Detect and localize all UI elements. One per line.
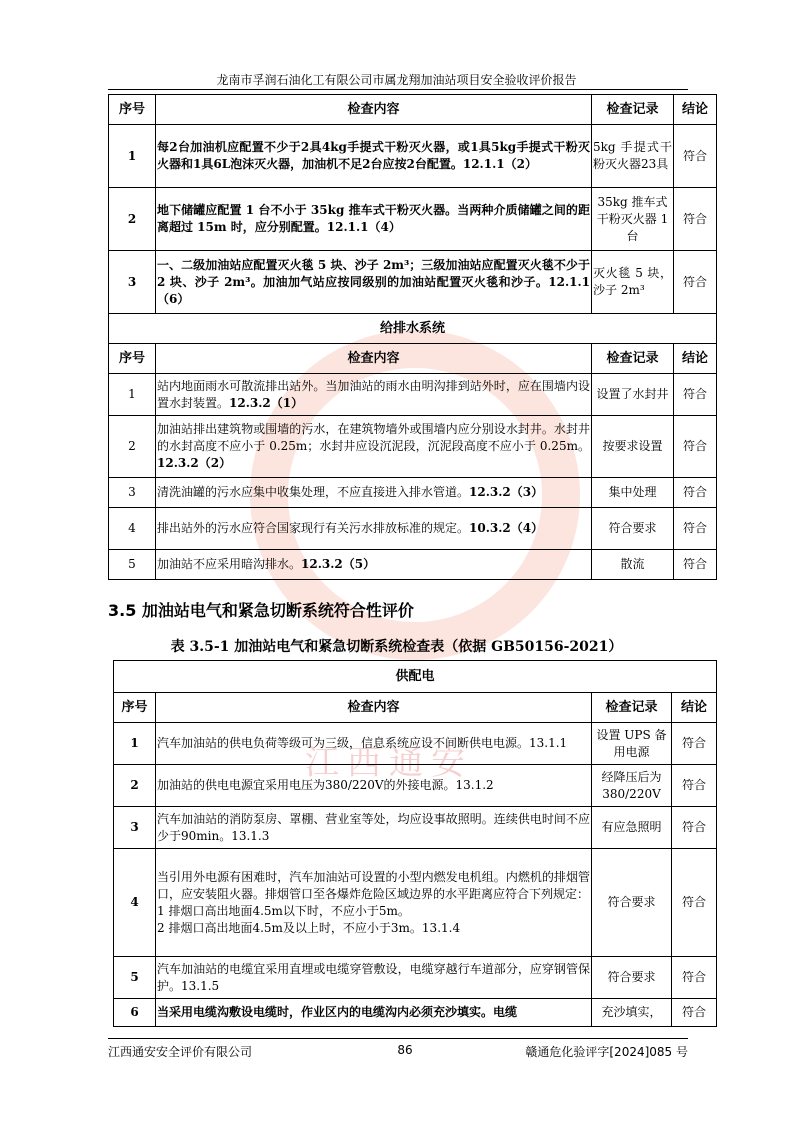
page-header: 龙南市孚润石油化工有限公司市属龙翔加油站项目安全验收评价报告 — [216, 73, 577, 87]
content-ref: 12.3.2（3） — [469, 485, 544, 499]
row-result: 符合 — [674, 251, 717, 314]
watermark-text: 江西通安 — [305, 743, 473, 783]
content-ref: 12.3.2（5） — [301, 557, 376, 571]
row-no: 3 — [109, 251, 156, 314]
row-record: 设置 UPS 备用电源 — [592, 723, 672, 765]
section-row — [114, 661, 717, 693]
row-content — [156, 550, 592, 580]
footer-company: 江西通安安全评价有限公司 — [108, 1045, 253, 1059]
table-row — [109, 125, 717, 188]
col-header-content: 检查内容 — [156, 344, 592, 374]
row-no: 1 — [109, 374, 156, 416]
row-record: 设置了水封井 — [592, 374, 674, 416]
row-no: 6 — [114, 999, 156, 1027]
row-result: 符合 — [674, 416, 717, 478]
table-header-row — [109, 95, 717, 125]
row-record: 按要求设置 — [592, 416, 674, 478]
col-header-record: 检查记录 — [592, 693, 672, 723]
section-row — [109, 314, 717, 344]
table-row — [109, 374, 717, 416]
row-record: 散流 — [592, 550, 674, 580]
row-result: 符合 — [672, 849, 717, 957]
row-record: 充沙填实， — [592, 999, 672, 1027]
row-record: 符合要求 — [592, 508, 674, 550]
row-result: 符合 — [672, 957, 717, 999]
col-header-content: 检查内容 — [156, 693, 592, 723]
row-record: 有应急照明 — [592, 807, 672, 849]
row-no: 5 — [114, 957, 156, 999]
col-header-content: 检查内容 — [156, 95, 592, 125]
row-result: 符合 — [674, 478, 717, 508]
row-content: 地下储罐应配置 1 台不小于 35kg 推车式干粉灭火器。当两种介质储罐之间的距离超过 15m 时，应分别配置。12.1.1（4） — [156, 188, 592, 251]
row-no: 2 — [114, 765, 156, 807]
row-no: 1 — [114, 723, 156, 765]
row-no: 2 — [109, 188, 156, 251]
row-content: 汽车加油站的供电负荷等级可为三级，信息系统应设不间断供电电源。13.1.1 — [156, 723, 592, 765]
table-row — [109, 508, 717, 550]
table-header-row — [109, 344, 717, 374]
content-text: 加油站排出建筑物或围墙的污水，在建筑物墙外或围墙内应分别设水封井。水封井的水封高度不应小于 0.25m；水封井应设沉泥段，沉泥段高度不应小于 0.25m。 — [157, 422, 590, 453]
content-text: 清洗油罐的污水应集中收集处理，不应直接进入排水管道。 — [157, 485, 470, 499]
table-row — [109, 550, 717, 580]
row-no: 1 — [109, 125, 156, 188]
row-record: 集中处理 — [592, 478, 674, 508]
row-record: 经降压后为 380/220V — [592, 765, 672, 807]
table-row — [114, 999, 717, 1027]
row-result: 符合 — [674, 125, 717, 188]
table-caption: 表 3.5-1 加油站电气和紧急切断系统检查表（依据 GB50156-2021） — [170, 639, 623, 655]
col-header-no: 序号 — [109, 95, 156, 125]
row-content: 一、二级加油站应配置灭火毯 5 块、沙子 2m³；三级加油站应配置灭火毯不少于 2 块、沙子 2m³。加油加气站应按同级别的加油站配置灭火毯和沙子。12.1.1（6） — [156, 251, 592, 314]
row-content — [156, 374, 592, 416]
row-result: 符合 — [674, 508, 717, 550]
row-no: 5 — [109, 550, 156, 580]
fire-equipment-table — [108, 94, 717, 580]
section-title-power: 供配电 — [114, 661, 717, 693]
header-divider — [108, 89, 688, 90]
table-row — [114, 849, 717, 957]
row-record: 灭火毯 5 块，沙子 2m³ — [592, 251, 674, 314]
row-record: 5kg 手提式干粉灭火器23具 — [592, 125, 674, 188]
table-row — [114, 765, 717, 807]
content-ref: 10.3.2（4） — [469, 521, 544, 535]
row-content: 汽车加油站的消防泵房、罩棚、营业室等处，均应设事故照明。连续供电时间不应少于90min。13.1.3 — [156, 807, 592, 849]
col-header-record: 检查记录 — [592, 95, 674, 125]
row-content: 每2台加油机应配置不少于2具4kg手提式干粉灭火器，或1具5kg手提式干粉灭火器和1具6L泡沫灭火器，加油机不足2台应按2台配置。12.1.1（2） — [156, 125, 592, 188]
row-result: 符合 — [672, 807, 717, 849]
row-no: 4 — [109, 508, 156, 550]
row-result: 符合 — [674, 374, 717, 416]
table-row — [109, 416, 717, 478]
table-row — [114, 807, 717, 849]
col-header-result: 结论 — [674, 95, 717, 125]
content-line: 1 排烟口高出地面4.5m以下时，不应小于5m。 — [157, 903, 410, 918]
row-result: 符合 — [672, 723, 717, 765]
col-header-no: 序号 — [114, 693, 156, 723]
table-row — [114, 957, 717, 999]
section-heading: 3.5 加油站电气和紧急切断系统符合性评价 — [108, 601, 414, 620]
page-number: 86 — [397, 1043, 413, 1057]
table-row — [109, 188, 717, 251]
row-result: 符合 — [672, 999, 717, 1027]
content-ref: 12.3.2（2） — [157, 456, 232, 470]
row-no: 3 — [114, 807, 156, 849]
content-text: 排出站外的污水应符合国家现行有关污水排放标准的规定。 — [157, 521, 470, 535]
row-result: 符合 — [672, 765, 717, 807]
table-row — [114, 723, 717, 765]
row-no: 2 — [109, 416, 156, 478]
row-record: 符合要求 — [592, 849, 672, 957]
content-text: 站内地面雨水可散流排出站外。当加油站的雨水由明沟排到站外时，应在围墙内设置水封装置。 — [157, 378, 590, 410]
table-row — [109, 251, 717, 314]
content-ref: 12.3.2（1） — [229, 395, 304, 410]
row-content: 汽车加油站的电缆宜采用直埋或电缆穿管敷设，电缆穿越行车道部分，应穿钢管保护。13.1.5 — [156, 957, 592, 999]
col-header-result: 结论 — [674, 344, 717, 374]
footer-divider — [108, 1038, 688, 1039]
content-line: 2 排烟口高出地面4.5m及以上时，不应小于3m。13.1.4 — [157, 920, 461, 935]
section-title-drainage: 给排水系统 — [109, 314, 717, 344]
row-content: 当采用电缆沟敷设电缆时，作业区内的电缆沟内必须充沙填实。电缆 — [156, 999, 592, 1027]
row-no: 4 — [114, 849, 156, 957]
row-content — [156, 416, 592, 478]
row-result: 符合 — [674, 188, 717, 251]
content-text: 加油站不应采用暗沟排水。 — [157, 557, 302, 571]
row-result: 符合 — [674, 550, 717, 580]
row-record: 35kg 推车式干粉灭火器 1 台 — [592, 188, 674, 251]
col-header-result: 结论 — [672, 693, 717, 723]
content-line: 当引用外电源有困难时，汽车加油站可设置的小型内燃发电机组。内燃机的排烟管口，应安装阻火器。排烟管口至各爆炸危险区域边界的水平距离应符合下列规定： — [157, 869, 590, 901]
row-content: 加油站的供电电源宜采用电压为380/220V的外接电源。13.1.2 — [156, 765, 592, 807]
table-row — [109, 478, 717, 508]
row-content — [156, 478, 592, 508]
row-no: 3 — [109, 478, 156, 508]
table-header-row — [114, 693, 717, 723]
row-content — [156, 849, 592, 957]
col-header-no: 序号 — [109, 344, 156, 374]
footer-report-number: 赣通危化验评字[2024]085 号 — [525, 1045, 688, 1059]
row-record: 符合要求 — [592, 957, 672, 999]
row-content — [156, 508, 592, 550]
col-header-record: 检查记录 — [592, 344, 674, 374]
electrical-check-table — [113, 660, 717, 1027]
